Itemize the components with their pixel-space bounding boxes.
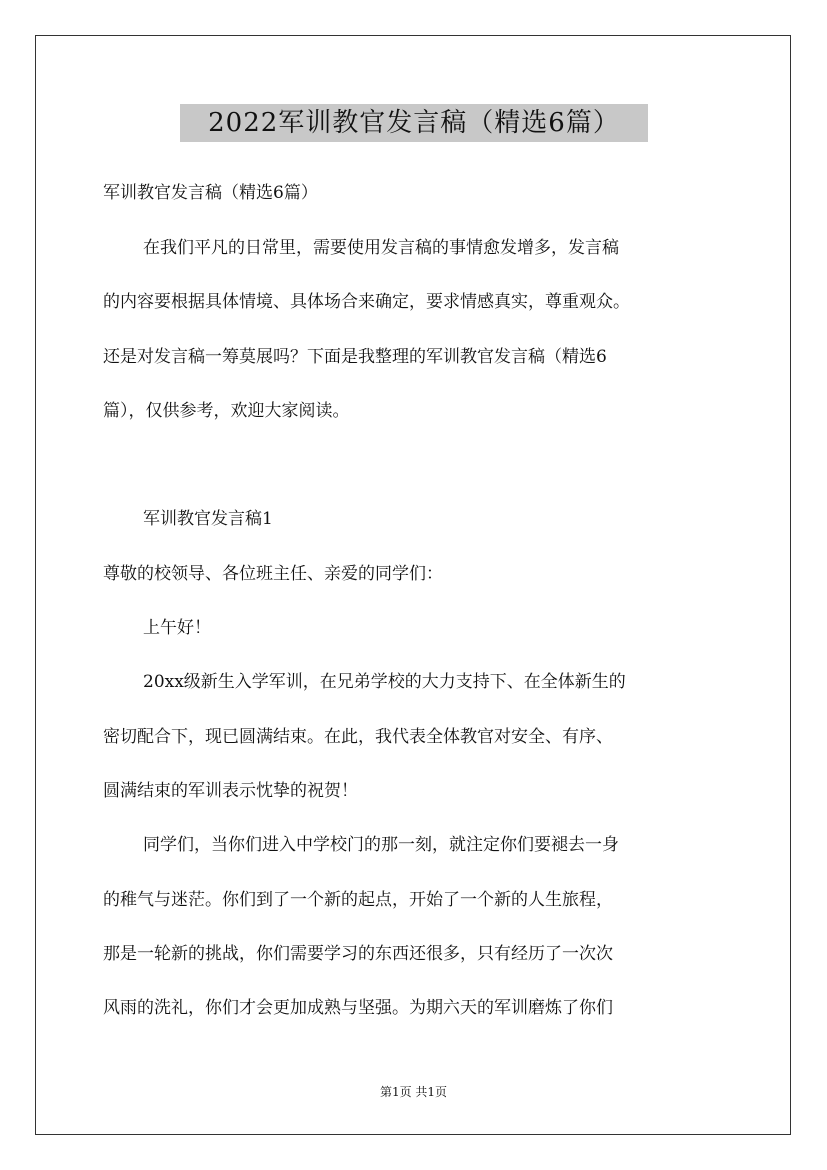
section-heading: 军训教官发言稿1 <box>143 509 273 529</box>
paragraph-line: 篇），仅供参考，欢迎大家阅读。 <box>103 401 350 421</box>
greeting-line: 上午好！ <box>143 618 211 638</box>
paragraph-line: 那是一轮新的挑战，你们需要学习的东西还很多，只有经历了一次次 <box>103 944 613 964</box>
page-footer: 第1页 共1页 <box>379 1085 448 1099</box>
paragraph-line: 圆满结束的军训表示忱挚的祝贺！ <box>103 781 358 801</box>
paragraph-line: 还是对发言稿一筹莫展吗？下面是我整理的军训教官发言稿（精选6 <box>103 347 607 367</box>
subtitle-line: 军训教官发言稿（精选6篇） <box>103 183 318 203</box>
paragraph-line: 同学们，当你们进入中学校门的那一刻，就注定你们要褪去一身 <box>143 835 619 855</box>
salutation-line: 尊敬的校领导、各位班主任、亲爱的同学们： <box>103 564 443 584</box>
paragraph-line: 的内容要根据具体情境、具体场合来确定，要求情感真实，尊重观众。 <box>103 292 630 312</box>
paragraph-line: 的稚气与迷茫。你们到了一个新的起点，开始了一个新的人生旅程， <box>103 890 613 910</box>
paragraph-line: 20xx级新生入学军训，在兄弟学校的大力支持下、在全体新生的 <box>143 672 626 692</box>
paragraph-line: 风雨的洗礼，你们才会更加成熟与坚强。为期六天的军训磨炼了你们 <box>103 998 613 1018</box>
paragraph-line: 密切配合下，现已圆满结束。在此，我代表全体教官对安全、有序、 <box>103 727 613 747</box>
document-title: 2022军训教官发言稿（精选6篇） <box>180 104 648 142</box>
paragraph-line: 在我们平凡的日常里，需要使用发言稿的事情愈发增多，发言稿 <box>143 238 619 258</box>
